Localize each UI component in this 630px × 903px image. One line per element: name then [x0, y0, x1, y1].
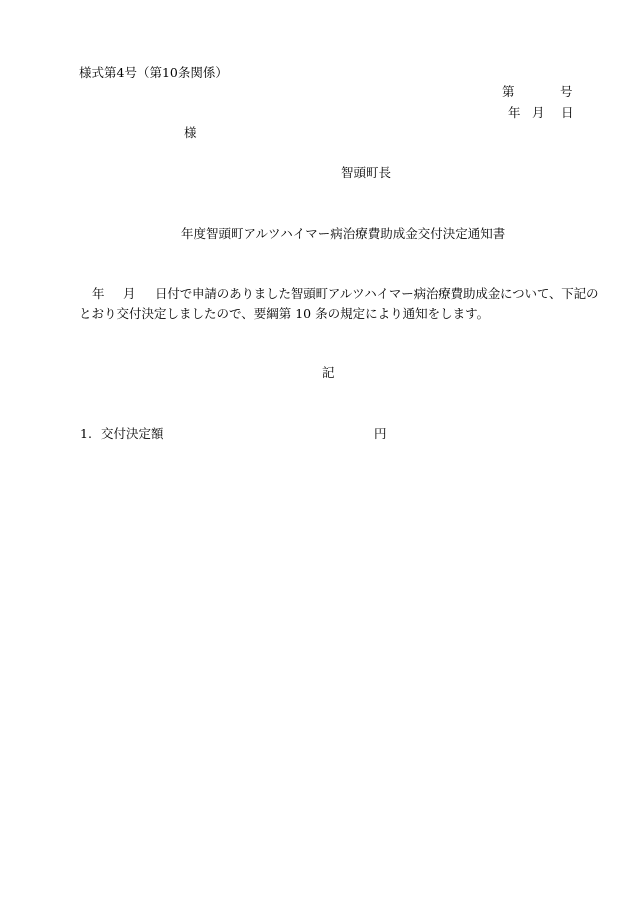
body-text-line-2: とおり交付決定しましたので、要綱第 10 条の規定により通知をします。	[79, 306, 490, 321]
body-month-label: 月	[123, 286, 136, 301]
addressee-honorific: 様	[184, 125, 197, 140]
issuer-name: 智頭町長	[341, 165, 392, 180]
ki-heading: 記	[322, 365, 335, 380]
date-year-label: 年	[508, 105, 521, 120]
item-number: 1.	[80, 426, 92, 441]
document-title: 年度智頭町アルツハイマー病治療費助成金交付決定通知書	[181, 226, 506, 241]
item-unit: 円	[374, 426, 387, 441]
date-month-label: 月	[532, 105, 545, 120]
item-label: 交付決定額	[101, 426, 164, 441]
body-text-line-1: 日付で申請のありました智頭町アルツハイマー病治療費助成金について、下記の	[155, 286, 599, 301]
document-number-prefix: 第	[502, 84, 515, 99]
date-day-label: 日	[561, 105, 574, 120]
form-number-label: 様式第4号（第10条関係）	[79, 65, 228, 80]
body-year-label: 年	[92, 286, 105, 301]
document-number-suffix: 号	[560, 84, 573, 99]
